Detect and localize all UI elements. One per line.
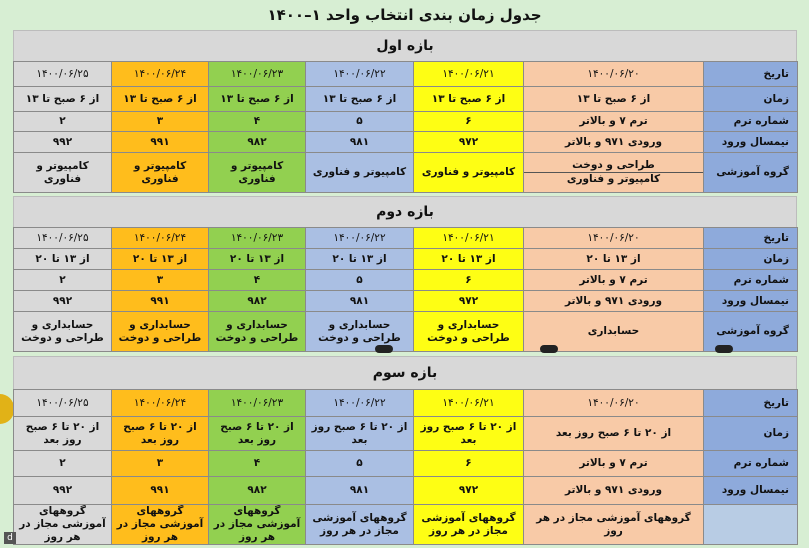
row-label-date: تاریخ — [704, 228, 798, 249]
time-cell: از ۱۳ تا ۲۰ — [209, 249, 306, 270]
section-period-3 — [13, 356, 797, 545]
group-cell: گروههای آموزشی مجاز در هر روز — [14, 505, 112, 545]
time-cell: از ۱۳ تا ۲۰ — [306, 249, 414, 270]
date-cell: ۱۴۰۰/۰۶/۲۳ — [209, 390, 306, 417]
group-cell: گروههای آموزشی مجاز در هر روز — [112, 505, 209, 545]
table-row — [14, 417, 798, 451]
entry-cell: ۹۸۱ — [306, 132, 414, 153]
time-cell: از ۲۰ تا ۶ صبح روز بعد — [524, 417, 704, 451]
entry-cell: ۹۸۲ — [209, 477, 306, 505]
time-cell: از ۱۳ تا ۲۰ — [524, 249, 704, 270]
entry-cell: ۹۸۱ — [306, 291, 414, 312]
date-cell: ۱۴۰۰/۰۶/۲۱ — [414, 228, 524, 249]
term-cell: ۲ — [14, 270, 112, 291]
entry-cell: ۹۸۱ — [306, 477, 414, 505]
term-cell: ۶ — [414, 270, 524, 291]
group-cell: گروههای آموزشی مجاز در هر روز — [209, 505, 306, 545]
term-cell: ۲ — [14, 112, 112, 132]
schedule-table — [13, 227, 798, 352]
row-label-time: زمان — [704, 417, 798, 451]
entry-cell: ۹۹۲ — [14, 132, 112, 153]
date-cell: ۱۴۰۰/۰۶/۲۲ — [306, 228, 414, 249]
entry-cell: ۹۷۲ — [414, 132, 524, 153]
table-row — [14, 228, 798, 249]
group-cell: حسابداری و طراحی و دوخت — [306, 312, 414, 352]
row-label-term: شماره ترم — [704, 270, 798, 291]
time-cell: از ۲۰ تا ۶ صبح روز بعد — [14, 417, 112, 451]
row-label-date: تاریخ — [704, 62, 798, 87]
entry-cell: ۹۸۲ — [209, 291, 306, 312]
date-cell: ۱۴۰۰/۰۶/۲۴ — [112, 390, 209, 417]
date-cell: ۱۴۰۰/۰۶/۲۲ — [306, 390, 414, 417]
row-label-entry: نیمسال ورود — [704, 291, 798, 312]
table-row — [14, 390, 798, 417]
term-cell: ۲ — [14, 451, 112, 477]
group-cell-split — [524, 153, 704, 193]
table-row — [14, 112, 798, 132]
entry-cell: ۹۹۱ — [112, 477, 209, 505]
row-label-time: زمان — [704, 87, 798, 112]
time-cell: از ۱۳ تا ۲۰ — [112, 249, 209, 270]
term-cell: ۶ — [414, 451, 524, 477]
table-row — [14, 153, 798, 193]
date-cell: ۱۴۰۰/۰۶/۲۴ — [112, 62, 209, 87]
entry-cell: ورودی ۹۷۱ و بالاتر — [524, 132, 704, 153]
table-row — [14, 451, 798, 477]
time-cell: از ۶ صبح تا ۱۳ — [414, 87, 524, 112]
date-cell: ۱۴۰۰/۰۶/۲۴ — [112, 228, 209, 249]
row-label-group: گروه آموزشی — [704, 312, 798, 352]
section-heading: بازه سوم — [13, 356, 797, 389]
group-cell: حسابداری — [524, 312, 704, 352]
entry-cell: ۹۷۲ — [414, 477, 524, 505]
date-cell: ۱۴۰۰/۰۶/۲۱ — [414, 390, 524, 417]
table-row — [14, 270, 798, 291]
time-cell: از ۶ صبح تا ۱۳ — [209, 87, 306, 112]
entry-cell: ورودی ۹۷۱ و بالاتر — [524, 477, 704, 505]
table-row — [14, 249, 798, 270]
entry-cell: ۹۸۲ — [209, 132, 306, 153]
schedule-table — [13, 389, 798, 545]
term-cell: ۴ — [209, 270, 306, 291]
date-cell: ۱۴۰۰/۰۶/۲۰ — [524, 390, 704, 417]
table-row — [14, 291, 798, 312]
date-cell: ۱۴۰۰/۰۶/۲۵ — [14, 228, 112, 249]
page-title: جدول زمان بندی انتخاب واحد ۱–۱۴۰۰ — [267, 6, 542, 24]
entry-cell: ۹۹۲ — [14, 291, 112, 312]
term-cell: ۳ — [112, 270, 209, 291]
term-cell: ترم ۷ و بالاتر — [524, 270, 704, 291]
group-cell: کامپیوتر و فناوری — [112, 153, 209, 193]
time-cell: از ۶ صبح تا ۱۳ — [524, 87, 704, 112]
group-cell: گروههای آموزشی مجاز در هر روز — [414, 505, 524, 545]
schedule-table — [13, 61, 798, 193]
row-label-time: زمان — [704, 249, 798, 270]
term-cell: ۶ — [414, 112, 524, 132]
term-cell: ۴ — [209, 451, 306, 477]
group-cell: حسابداری و طراحی و دوخت — [209, 312, 306, 352]
group-cell: گروههای آموزشی مجاز در هر روز — [524, 505, 704, 545]
term-cell: ۴ — [209, 112, 306, 132]
decor-mark — [375, 345, 393, 353]
time-cell: از ۶ صبح تا ۱۳ — [14, 87, 112, 112]
entry-cell: ورودی ۹۷۱ و بالاتر — [524, 291, 704, 312]
time-cell: از ۲۰ تا ۶ صبح روز بعد — [306, 417, 414, 451]
term-cell: ۳ — [112, 451, 209, 477]
row-label-group: گروه آموزشی — [704, 153, 798, 193]
group-cell: گروههای آموزشی مجاز در هر روز — [306, 505, 414, 545]
group-cell: حسابداری و طراحی و دوخت — [112, 312, 209, 352]
time-cell: از ۲۰ تا ۶ صبح روز بعد — [209, 417, 306, 451]
term-cell: ۵ — [306, 112, 414, 132]
row-label-entry: نیمسال ورود — [704, 477, 798, 505]
time-cell: از ۲۰ تا ۶ صبح روز بعد — [112, 417, 209, 451]
time-cell: از ۱۳ تا ۲۰ — [14, 249, 112, 270]
decor-mark — [540, 345, 558, 353]
time-cell: از ۲۰ تا ۶ صبح روز بعد — [414, 417, 524, 451]
group-cell: کامپیوتر و فناوری — [14, 153, 112, 193]
row-label-term: شماره ترم — [704, 451, 798, 477]
group-cell: حسابداری و طراحی و دوخت — [14, 312, 112, 352]
table-row — [14, 132, 798, 153]
group-cell-part: طراحی و دوخت — [524, 159, 703, 173]
row-label-date: تاریخ — [704, 390, 798, 417]
table-row — [14, 477, 798, 505]
table-row — [14, 312, 798, 352]
table-row — [14, 87, 798, 112]
section-heading: بازه اول — [13, 30, 797, 61]
section-heading: بازه دوم — [13, 196, 797, 227]
date-cell: ۱۴۰۰/۰۶/۲۱ — [414, 62, 524, 87]
logo-icon: d — [4, 532, 16, 544]
time-cell: از ۱۳ تا ۲۰ — [414, 249, 524, 270]
date-cell: ۱۴۰۰/۰۶/۲۳ — [209, 62, 306, 87]
date-cell: ۱۴۰۰/۰۶/۲۰ — [524, 62, 704, 87]
group-cell: کامپیوتر و فناوری — [414, 153, 524, 193]
entry-cell: ۹۹۱ — [112, 291, 209, 312]
date-cell: ۱۴۰۰/۰۶/۲۵ — [14, 390, 112, 417]
time-cell: از ۶ صبح تا ۱۳ — [112, 87, 209, 112]
date-cell: ۱۴۰۰/۰۶/۲۲ — [306, 62, 414, 87]
term-cell: ۵ — [306, 270, 414, 291]
term-cell: ترم ۷ و بالاتر — [524, 451, 704, 477]
row-label-entry: نیمسال ورود — [704, 132, 798, 153]
decor-badge — [0, 394, 14, 424]
term-cell: ترم ۷ و بالاتر — [524, 112, 704, 132]
table-row — [14, 505, 798, 545]
time-cell: از ۶ صبح تا ۱۳ — [306, 87, 414, 112]
date-cell: ۱۴۰۰/۰۶/۲۰ — [524, 228, 704, 249]
section-period-1 — [13, 30, 797, 193]
row-label-term: شماره ترم — [704, 112, 798, 132]
decor-mark — [715, 345, 733, 353]
group-cell: کامپیوتر و فناوری — [209, 153, 306, 193]
term-cell: ۳ — [112, 112, 209, 132]
entry-cell: ۹۹۱ — [112, 132, 209, 153]
group-cell: کامپیوتر و فناوری — [306, 153, 414, 193]
date-cell: ۱۴۰۰/۰۶/۲۵ — [14, 62, 112, 87]
group-cell: حسابداری و طراحی و دوخت — [414, 312, 524, 352]
entry-cell: ۹۷۲ — [414, 291, 524, 312]
table-row — [14, 62, 798, 87]
term-cell: ۵ — [306, 451, 414, 477]
section-period-2 — [13, 196, 797, 352]
group-cell-part: کامپیوتر و فناوری — [566, 173, 661, 185]
date-cell: ۱۴۰۰/۰۶/۲۳ — [209, 228, 306, 249]
row-label-group-empty — [704, 505, 798, 545]
entry-cell: ۹۹۲ — [14, 477, 112, 505]
